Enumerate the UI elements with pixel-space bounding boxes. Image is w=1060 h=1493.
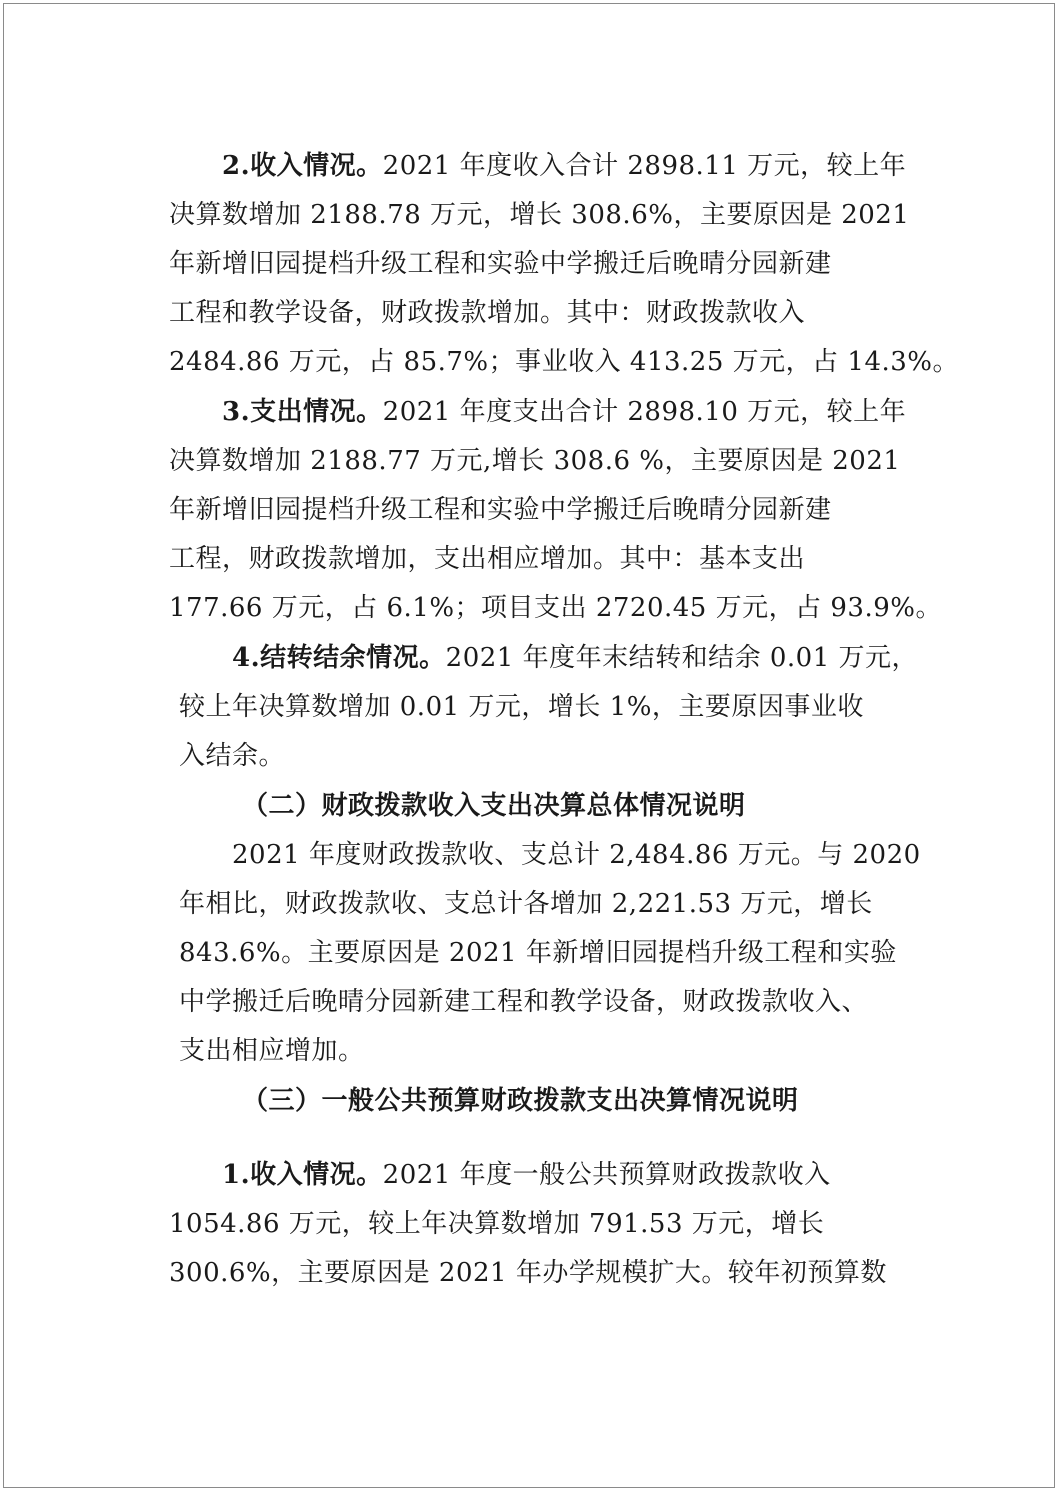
expense-line-5: 177.66 万元，占 6.1%；项目支出 2720.45 万元，占 93.9%。	[169, 593, 942, 623]
income-line-3: 年新增旧园提档升级工程和实验中学搬迁后晚晴分园新建	[169, 249, 832, 279]
income-line-5: 2484.86 万元，占 85.7%；事业收入 413.25 万元，占 14.3%。	[169, 347, 960, 377]
balance-lead: 4.结转结余情况。	[232, 643, 446, 673]
balance-line-1	[232, 641, 918, 675]
document-page	[3, 3, 1055, 1488]
balance-line-2: 较上年决算数增加 0.01 万元，增长 1%，主要原因事业收	[179, 692, 864, 722]
general-text-1: 2021 年度一般公共预算财政拨款收入	[382, 1160, 831, 1190]
income-line-4: 工程和教学设备，财政拨款增加。其中：财政拨款收入	[169, 298, 806, 328]
income-line-2: 决算数增加 2188.78 万元，增长 308.6%，主要原因是 2021	[169, 200, 910, 230]
general-line-3: 300.6%，主要原因是 2021 年办学规模扩大。较年初预算数	[169, 1258, 887, 1288]
expense-line-2: 决算数增加 2188.77 万元,增长 308.6 %，主要原因是 2021	[169, 446, 901, 476]
balance-text-1: 2021 年度年末结转和结余 0.01 万元，	[445, 643, 919, 673]
expense-lead: 3.支出情况。	[222, 397, 383, 427]
fiscal-line-3: 843.6%。主要原因是 2021 年新增旧园提档升级工程和实验	[179, 938, 897, 968]
expense-line-4: 工程，财政拨款增加，支出相应增加。其中：基本支出	[169, 544, 806, 574]
balance-line-3: 入结余。	[179, 741, 286, 771]
expense-line-3: 年新增旧园提档升级工程和实验中学搬迁后晚晴分园新建	[169, 495, 832, 525]
section-heading-3: （三）一般公共预算财政拨款支出决算情况说明	[242, 1086, 799, 1116]
general-lead: 1.收入情况。	[222, 1160, 383, 1190]
expense-line-1	[222, 395, 906, 429]
expense-text-1: 2021 年度支出合计 2898.10 万元，较上年	[382, 397, 907, 427]
general-line-2: 1054.86 万元，较上年决算数增加 791.53 万元，增长	[169, 1209, 825, 1239]
fiscal-line-2: 年相比，财政拨款收、支总计各增加 2,221.53 万元，增长	[179, 889, 873, 919]
fiscal-line-1: 2021 年度财政拨款收、支总计 2,484.86 万元。与 2020	[232, 840, 921, 870]
income-line-1	[222, 149, 906, 183]
fiscal-line-4: 中学搬迁后晚晴分园新建工程和教学设备，财政拨款收入、	[179, 987, 869, 1017]
income-text-1: 2021 年度收入合计 2898.11 万元，较上年	[382, 151, 907, 181]
fiscal-line-5: 支出相应增加。	[179, 1036, 365, 1066]
income-lead: 2.收入情况。	[222, 151, 383, 181]
section-heading-2: （二）财政拨款收入支出决算总体情况说明	[242, 791, 746, 821]
general-line-1	[222, 1158, 831, 1192]
